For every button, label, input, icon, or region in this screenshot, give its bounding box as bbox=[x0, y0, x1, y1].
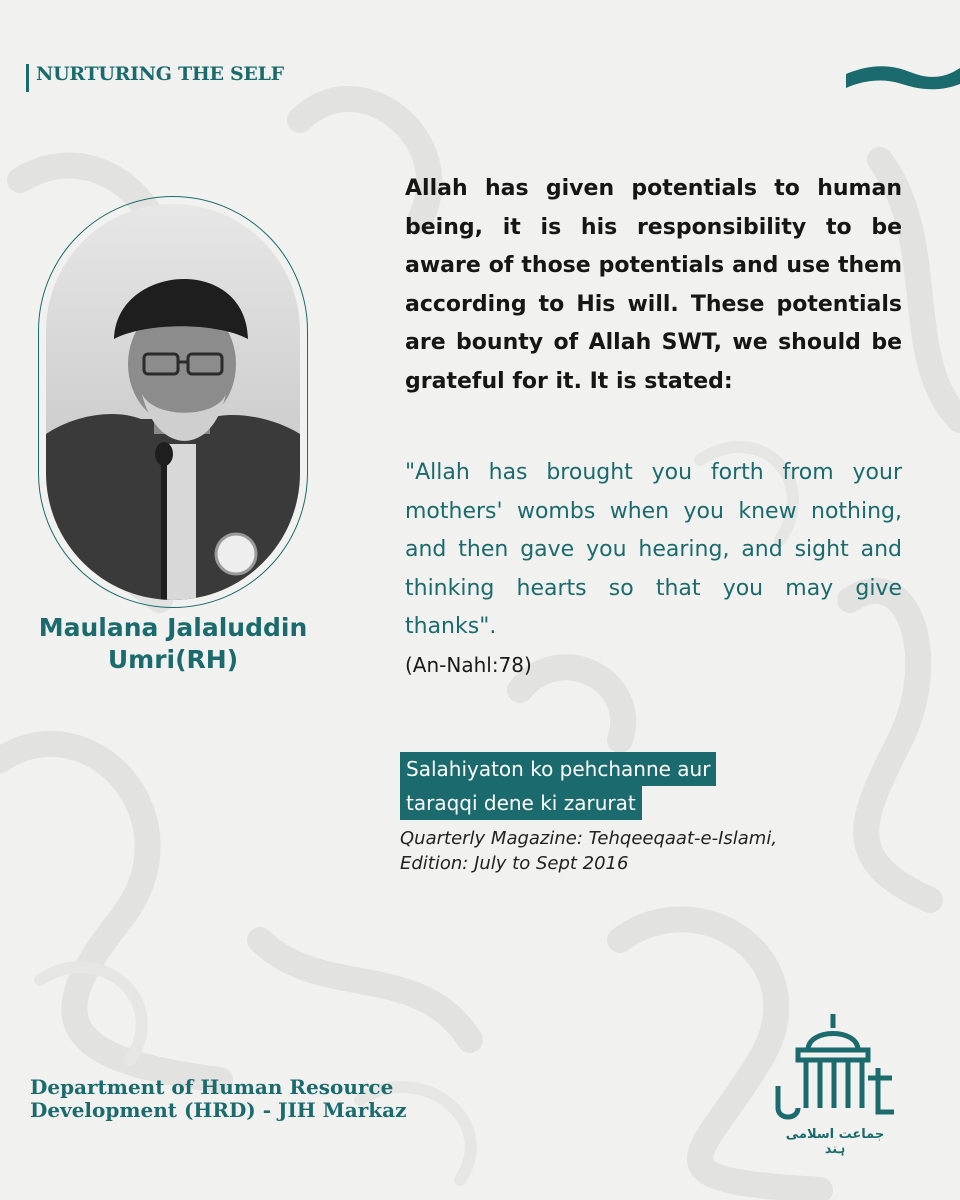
article-title-line2: taraqqi dene ki zarurat bbox=[400, 786, 642, 820]
department-line2: Development (HRD) - JIH Markaz bbox=[30, 1098, 407, 1122]
intro-paragraph: Allah has given potentials to human being, it is his responsibility to be aware of those potentials and use them according to His will. These potentials are bounty of Allah SWT, we should be grateful for it. It is stated: bbox=[405, 176, 902, 394]
person-name-line1: Maulana Jalaluddin bbox=[38, 613, 308, 642]
article-source-line2: Edition: July to Sept 2016 bbox=[400, 853, 629, 874]
quote-reference: (An-Nahl:78) bbox=[405, 653, 532, 677]
header-accent-bar bbox=[26, 64, 29, 92]
quran-quote: "Allah has brought you forth from your mothers' wombs when you knew nothing, and then gave you hearing, and sight and thinking hearts so that you may give thanks". bbox=[405, 460, 902, 640]
department-line1: Department of Human Resource bbox=[30, 1075, 394, 1099]
portrait-photo bbox=[46, 204, 300, 600]
person-name-line2: Umri(RH) bbox=[107, 645, 239, 674]
logo-text: جماعت اسلامی ہند bbox=[785, 1127, 885, 1157]
article-title bbox=[400, 752, 716, 820]
jih-logo-icon bbox=[768, 1008, 898, 1140]
article-source bbox=[400, 826, 777, 876]
header-title: NURTURING THE SELF bbox=[36, 63, 284, 85]
person-name bbox=[0, 612, 346, 676]
department-name bbox=[30, 1076, 406, 1122]
wave-decoration-icon bbox=[840, 60, 960, 100]
article-source-line1: Quarterly Magazine: Tehqeeqaat-e-Islami, bbox=[400, 828, 778, 849]
article-title-line1: Salahiyaton ko pehchanne aur bbox=[400, 752, 716, 786]
